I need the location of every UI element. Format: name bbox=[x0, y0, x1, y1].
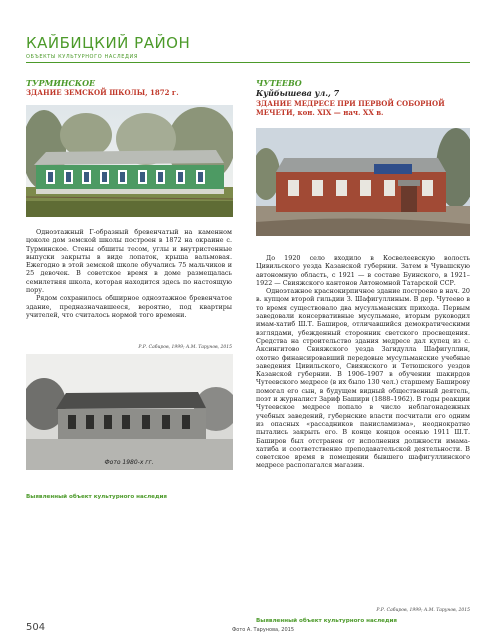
section-title: КАЙБИЦКИЙ РАЙОН bbox=[26, 34, 191, 52]
left-paragraph: Рядом сохранилось обширное одноэтажное бревенчатое здание, предназначавшееся, вероятно, под квартиры учителей, что считалось нормой того времени. bbox=[26, 294, 232, 319]
medrese-photo bbox=[256, 128, 470, 236]
left-source: Р.Р. Сабиров, 1999; А.М. Тарунов, 2015 bbox=[138, 345, 232, 350]
old-photo-caption: Фото 1980-х гг. bbox=[104, 459, 154, 466]
right-source: Р.Р. Сабиров, 1999; А.М. Тарунов, 2015 bbox=[376, 608, 470, 613]
school-photo bbox=[26, 105, 233, 217]
right-paragraph: До 1920 село входило в Косвелеевскую волость Цивильского уезда Казанской губернии. Затем в Чувашскую автономную область, с 1921 — в составе Буинского, в 1921–1922 — Свияжского кантонов Автономной Татарской ССР. bbox=[256, 254, 470, 287]
left-heritage-status: Выявленный объект культурного наследия bbox=[26, 494, 167, 500]
right-address: Куйбышева ул., 7 bbox=[256, 88, 340, 98]
left-paragraph: Одноэтажный Г-образный бревенчатый на каменном цоколе дом земской школы построен в 1872 на окраине с. Турминское. Стены обшиты тесом, углы и внутристенные выпуски закрыты в виде лопаток, крыша вальмовая. Ежегодно в этой земской школе обучались 75 мальчиков и 25 девочек. В советское время в доме размещалась семилетняя школа, которая находится здесь по настоящую пору. bbox=[26, 228, 232, 295]
right-building-title: ЗДАНИЕ МЕДРЕСЕ ПРИ ПЕРВОЙ СОБОРНОЙ МЕЧЕТИ, кон. XIX — нач. XX в. bbox=[256, 99, 445, 117]
old-school-photo bbox=[26, 354, 233, 470]
right-paragraph: Одноэтажное краснокирпичное здание построено в нач. 20 в. купцом второй гильдии З. Шафигуллиным. В дер. Чутеево в то время существовало два мусульманских прихода. Первым заведовали консервативные мусульмане, вторым руководил имам-хатиб Ш.Т. Баширов, отличавшийся демократическими взглядами, убежденный сторонник светского просвещения. Средства на строительство здания медресе дал купец из с. Аксингитово Свияжского уезда Загидулла Шафигуллин, охотно финансировавший передовые мусульманские учебные заведения Цивильского, Свияжского и Тетюшского уездов Казанской губернии. В 1906–1907 в обучении шакирдов Чутеевского медресе (в их было 130 чел.) старшему Баширову помогал его сын, в будущем видный общественный деятель, поэт и журналист Зариф Башири (1888–1962). В годы реакции Чутеевское медресе попало в число неблагонадежных учебных заведений, губернские власти посчитали его одним из опасных «рассадников панисламизма», неоднократно пытались закрыть его. В конце концов осенью 1911 Ш.Т. Баширов был отстранен от исполнения должности имама-хатиба и соответственно преподавательской деятельности. В советское время в помещении бывшего шафигуллинского медресе располагался магазин. bbox=[256, 287, 470, 470]
page-number: 504 bbox=[26, 622, 46, 633]
section-subtitle: ОБЪЕКТЫ КУЛЬТУРНОГО НАСЛЕДИЯ bbox=[26, 54, 138, 60]
header-rule bbox=[26, 62, 470, 63]
right-heritage-status: Выявленный объект культурного наследия bbox=[256, 618, 397, 624]
photo-credit: Фото А. Тарунова, 2015 bbox=[232, 627, 295, 633]
left-article-text bbox=[26, 228, 232, 319]
left-building-title: ЗДАНИЕ ЗЕМСКОЙ ШКОЛЫ, 1872 г. bbox=[26, 88, 179, 97]
left-location: ТУРМИНСКОЕ bbox=[26, 78, 96, 88]
right-article-text bbox=[256, 254, 470, 470]
right-location: ЧУТЕЕВО bbox=[256, 78, 302, 88]
